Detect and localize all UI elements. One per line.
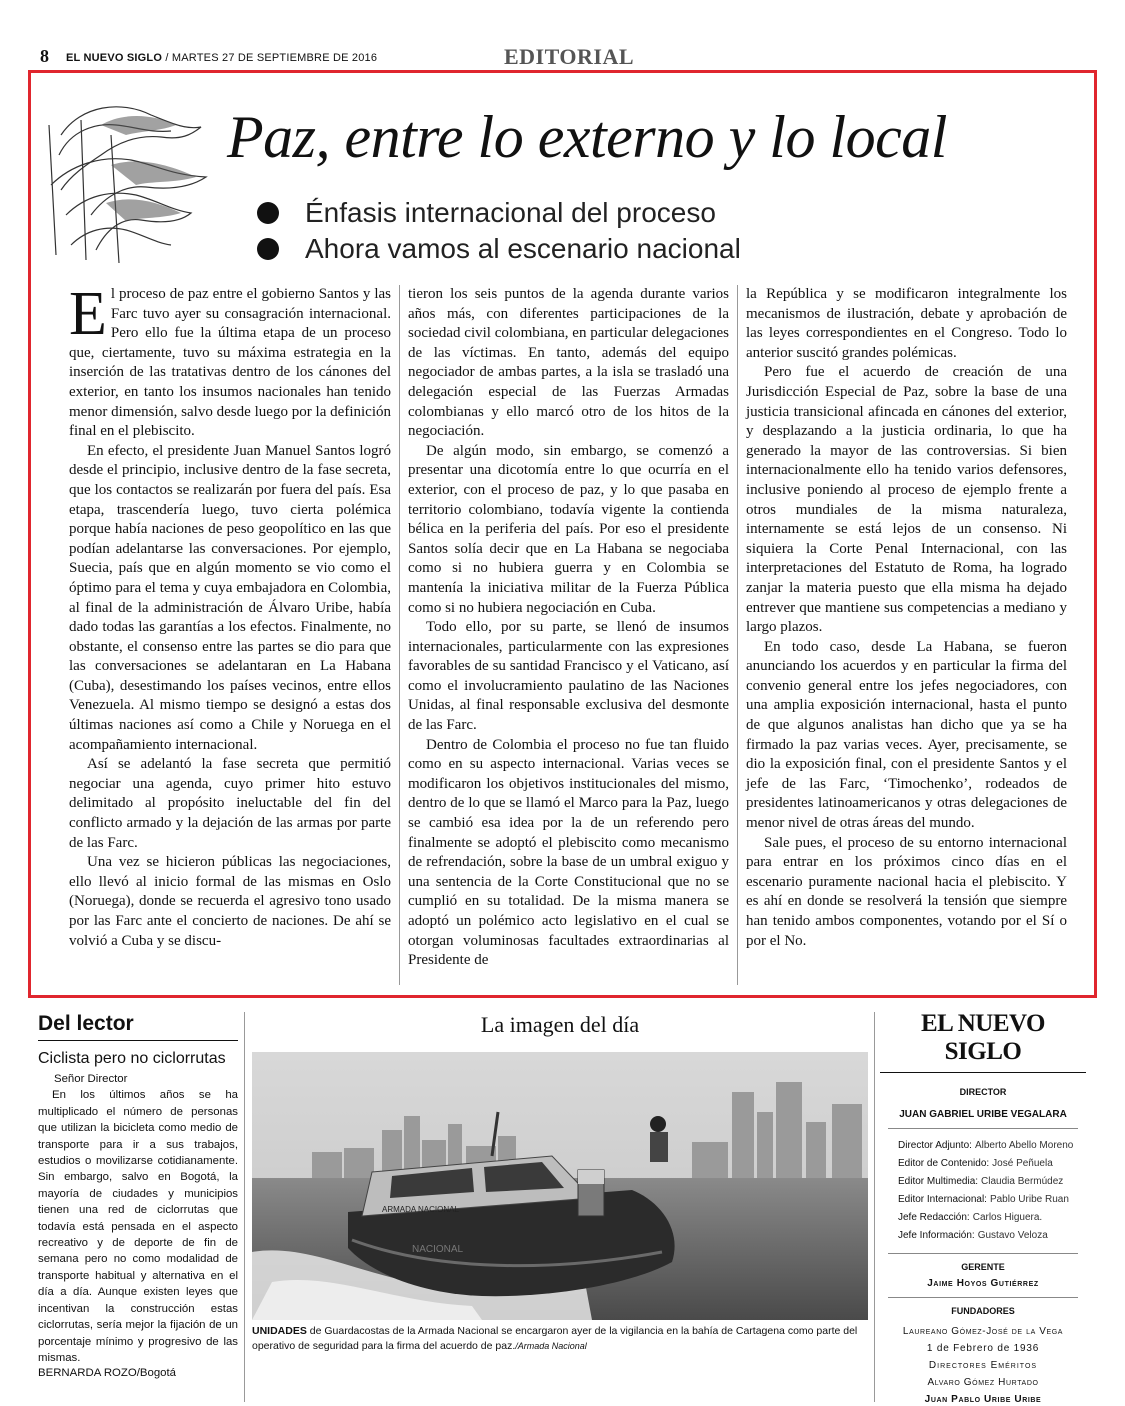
boat-cabin-label: ARMADA NACIONAL xyxy=(382,1205,459,1214)
emeritos-label: Directores Eméritos xyxy=(928,1360,1038,1371)
horses-illustration xyxy=(41,95,221,265)
paragraph: En todo caso, desde La Habana, se fueron anunciando los acuerdos y en particular la firma del convenio general entre los jefes negociadores, con una amplia exposición internacional, hasta el punto de que algunos analistas han dicho que ya se ha firmado la paz varias veces. Ayer, precisamente, se dio la exposición final, con el presidente Santos y el jefe de las Farc, ‘Timochenko’, rodeados de presidentes latinoamericanos y otras delegaciones de menor nivel de otras áreas del mundo. xyxy=(746,638,1067,832)
caption-lead: UNIDADES xyxy=(252,1325,307,1337)
section-label: EDITORIAL xyxy=(504,44,635,69)
coastguard-boat-image xyxy=(252,1052,868,1320)
staff-row: Jefe Información: Gustavo Veloza xyxy=(898,1230,1048,1241)
paragraph: Así se adelantó la fase secreta que permitió negociar una agenda, cuyo primer hito estuvo delimitado al propósito ineluctable del fin del conflicto armado y la dejación de las armas por parte de las Farc. xyxy=(69,756,391,851)
staff-box xyxy=(880,1010,1086,1405)
article-headline: Paz, entre lo externo y lo local xyxy=(227,104,947,170)
photo-title: La imagen del día xyxy=(480,1012,640,1037)
paragraph: Dentro de Colombia el proceso no fue tan fluido como en su aspecto internacional. Varias veces se modificaron los objetivos institucionales del mismo, dentro de lo que se llamó el Marco para la Paz, luego se cambió esa idea por la de un referendo pero finalmente se adoptó el plebiscito como mecanismo de refrendación, sobre la base de un umbral exiguo y una sentencia de la Corte Constitucional que no se cumplió en su totalidad. De la misma manera se adoptó un polémico acto legislativo en el cual se otorgan voluminosas facultades extraordinarias al Presidente de xyxy=(408,736,729,969)
founding-date: 1 de Febrero de 1936 xyxy=(926,1343,1040,1354)
director-name: JUAN GABRIEL URIBE VEGALARA xyxy=(899,1109,1067,1120)
letter-salutation: Señor Director xyxy=(54,1073,128,1085)
boat-hull-label: NACIONAL xyxy=(412,1244,464,1255)
paper-name: EL NUEVO SIGLO xyxy=(66,52,163,64)
deck-item xyxy=(257,195,741,231)
drop-cap: E xyxy=(69,280,107,348)
deck-item xyxy=(257,231,741,267)
letters-title: Del lector xyxy=(38,1012,238,1041)
divider xyxy=(888,1253,1078,1254)
paragraph: En efecto, el presidente Juan Manuel Santos logró desde el principio, inclusive dentro de la fase secreta, que los contactos se realizarán por fuera del país. Esa etapa, trascendería luego, tuvo cierta polémica porque había naciones de peso geopolítico en las que podían adelantarse las conversaciones. Por ejemplo, Suecia, país que en algún momento se vio como el óptimo para el tema y cuya embajadora en Colombia, al final de la administración de Álvaro Uribe, había dado todas las garantías a los efectos. Finalmente, no obstante, el consenso entre las partes se dio para que las conversaciones se adelantaran en La Habana (Cuba), desestimando los países vecinos, entre ellos Venezuela. Al mismo tiempo se designó a estas dos últimas naciones así como a Chile y Noruega en el acompañamiento internacional. xyxy=(69,442,391,753)
article-columns xyxy=(61,280,1091,985)
divider xyxy=(888,1297,1078,1298)
masthead-meta xyxy=(66,52,377,64)
paragraph: Sale pues, el proceso de su entorno internacional para entrar en los próximos cinco días en el escenario puramente nacional hacia el plebiscito. Y es ahí en donde se resolverá la tensión que siempre han tenido ambos componentes, votando por el Sí o por el No. xyxy=(746,834,1067,949)
paragraph: Una vez se hicieron públicas las negociaciones, ello llevó al inicio formal de las mismas en Oslo (Noruega), donde se recuerda el agresivo tono usado por las Farc ante el concierto de naciones. De ahí se volvió a Cuba y se discu- xyxy=(69,854,391,949)
bullet-icon xyxy=(257,202,279,224)
article-column-3 xyxy=(737,285,1075,985)
issue-date: / MARTES 27 DE SEPTIEMBRE DE 2016 xyxy=(165,52,378,64)
bullet-icon xyxy=(257,238,279,260)
emerito-name: Juan Pablo Uribe Uribe xyxy=(924,1394,1042,1405)
paragraph: Todo ello, por su parte, se llenó de insumos internacionales, particularmente con las expresiones favorables de su santidad Francisco y el Vaticano, así como el involucramiento paulatino de las Naciones Unidas, al final responsable exclusiva del desmonte de las Farc. xyxy=(408,619,729,734)
photo-of-the-day xyxy=(252,1012,868,1354)
deck-text: Ahora vamos al escenario nacional xyxy=(305,233,741,264)
page-number: 8 xyxy=(40,46,49,66)
director-label: DIRECTOR xyxy=(959,1087,1007,1097)
gerente-name: Jaime Hoyos Gutiérrez xyxy=(927,1278,1039,1289)
caption-credit: /Armada Nacional xyxy=(515,1341,587,1351)
letter-body xyxy=(38,1071,238,1366)
letters-section xyxy=(38,1012,238,1402)
staff-roles xyxy=(880,1137,1086,1245)
letter-text: En los últimos años se ha multiplicado el número de personas que utilizan la bicicleta como medio de transporte para ir a sus trabajos, estudios o movilizarse cotidianamente. Sin embargo, salvo en Bogotá, la mayoría de ciudades y municipios tienen una red de ciclorrutas que todavía está pensada en el aspecto recreativo y de deporte de fin de semana pero no como modalidad de transporte habitual y alternativa en el día a día. Aunque existen leyes que incentivan la construcción estas ciclorrutas, sería mejor la fijación de un porcentaje mínimo y progresivo de las mismas. xyxy=(38,1089,238,1364)
article-column-2 xyxy=(399,285,737,985)
caption-text: de Guardacostas de la Armada Nacional se encargaron ayer de la vigilancia en la bahía de Cartagena como parte del operativo de seguridad para la firma del acuerdo de paz. xyxy=(252,1325,858,1352)
staff-row: Editor de Contenido: José Peñuela xyxy=(898,1158,1053,1169)
letter-subtitle: Ciclista pero no ciclorrutas xyxy=(38,1050,226,1067)
article-deck xyxy=(257,195,741,267)
gerente-label: GERENTE xyxy=(961,1262,1005,1272)
staff-row: Editor Multimedia: Claudia Bermúdez xyxy=(898,1176,1064,1187)
page-masthead xyxy=(0,0,1125,70)
column-divider xyxy=(874,1012,875,1402)
paragraph: Pero fue el acuerdo de creación de una Jurisdicción Especial de Paz, sobre la base de una justicia transicional afincada en cánones del exterior, y desplazando a la justicia ordinaria, lo que ha generado la mayor de las controversias. Si bien internacionalmente ello ha tenido varios defensores, inclusive poniendo al proceso de ejemplo frente a otros mundiales de la misma naturaleza, internamente se está lejos de un consenso. Ni siquiera la Corte Penal Internacional, con las interpretaciones del Estatuto de Roma, ha logrado zanjar la materia puesto que ella misma ha dejado entrever que mantiene sus competencias a mediano y largo plazos. xyxy=(746,364,1067,636)
column-divider xyxy=(244,1012,245,1402)
paragraph: la República y se modificaron integralmente los mecanismos de ilustración, debate y aprobación de las leyes correspondientes en el Congreso. Todo lo anterior suscitó grandes polémicas. xyxy=(746,286,1067,361)
paragraph: El proceso de paz entre el gobierno Santos y las Farc tuvo ayer su consagración internacional. Pero ello fue la última etapa de un proceso que, ciertamente, tuvo su máxima estrategia en la inserción de las tratativas dentro de los cánones del exterior, en tanto los insumos nacionales han tenido menor dimensión, salvo desde luego por la definición final en el plebiscito. xyxy=(69,280,391,440)
photo-caption xyxy=(252,1324,868,1354)
divider xyxy=(888,1128,1078,1129)
paper-logo: EL NUEVO SIGLO xyxy=(880,1010,1086,1073)
boat-photo xyxy=(252,1052,868,1320)
staff-row: Director Adjunto: Alberto Abello Moreno xyxy=(898,1140,1074,1151)
paragraph: tieron los seis puntos de la agenda durante varios años más, con diferentes participaciones de la sociedad civil colombiana, en particular delegaciones de las víctimas. En tanto, además del equipo negociador de ambas partes, a la isla se trasladó una delegación especial de las Fuerzas Armadas colombianas y ello marcó otro de los hitos de la negociación. xyxy=(408,286,729,440)
emerito-name: Alvaro Gómez Hurtado xyxy=(927,1377,1039,1388)
paragraph: De algún modo, sin embargo, se comenzó a presentar una dicotomía entre lo que ocurría en el exterior, con el proceso de paz, y lo que pasaba en territorio colombiano, todavía vigente la contienda bélica en la periferia del país. Por eso el presidente Santos solía decir que en La Habana se negociaba como si no hubiera guerra y en Colombia se mantenía la iniciativa militar de la Fuerza Pública como si no hubiera negociación en Cuba. xyxy=(408,442,729,616)
editorial-article xyxy=(28,70,1097,998)
letter-signature: BERNARDA ROZO/Bogotá xyxy=(38,1367,176,1380)
staff-row: Jefe Redacción: Carlos Higuera. xyxy=(898,1212,1043,1223)
fundadores-label: FUNDADORES xyxy=(951,1306,1015,1316)
staff-row: Editor Internacional: Pablo Uribe Ruan xyxy=(898,1194,1069,1205)
fundadores-names: Laureano Gómez-José de la Vega xyxy=(902,1326,1064,1337)
deck-text: Énfasis internacional del proceso xyxy=(305,197,716,228)
article-column-1 xyxy=(61,280,399,985)
